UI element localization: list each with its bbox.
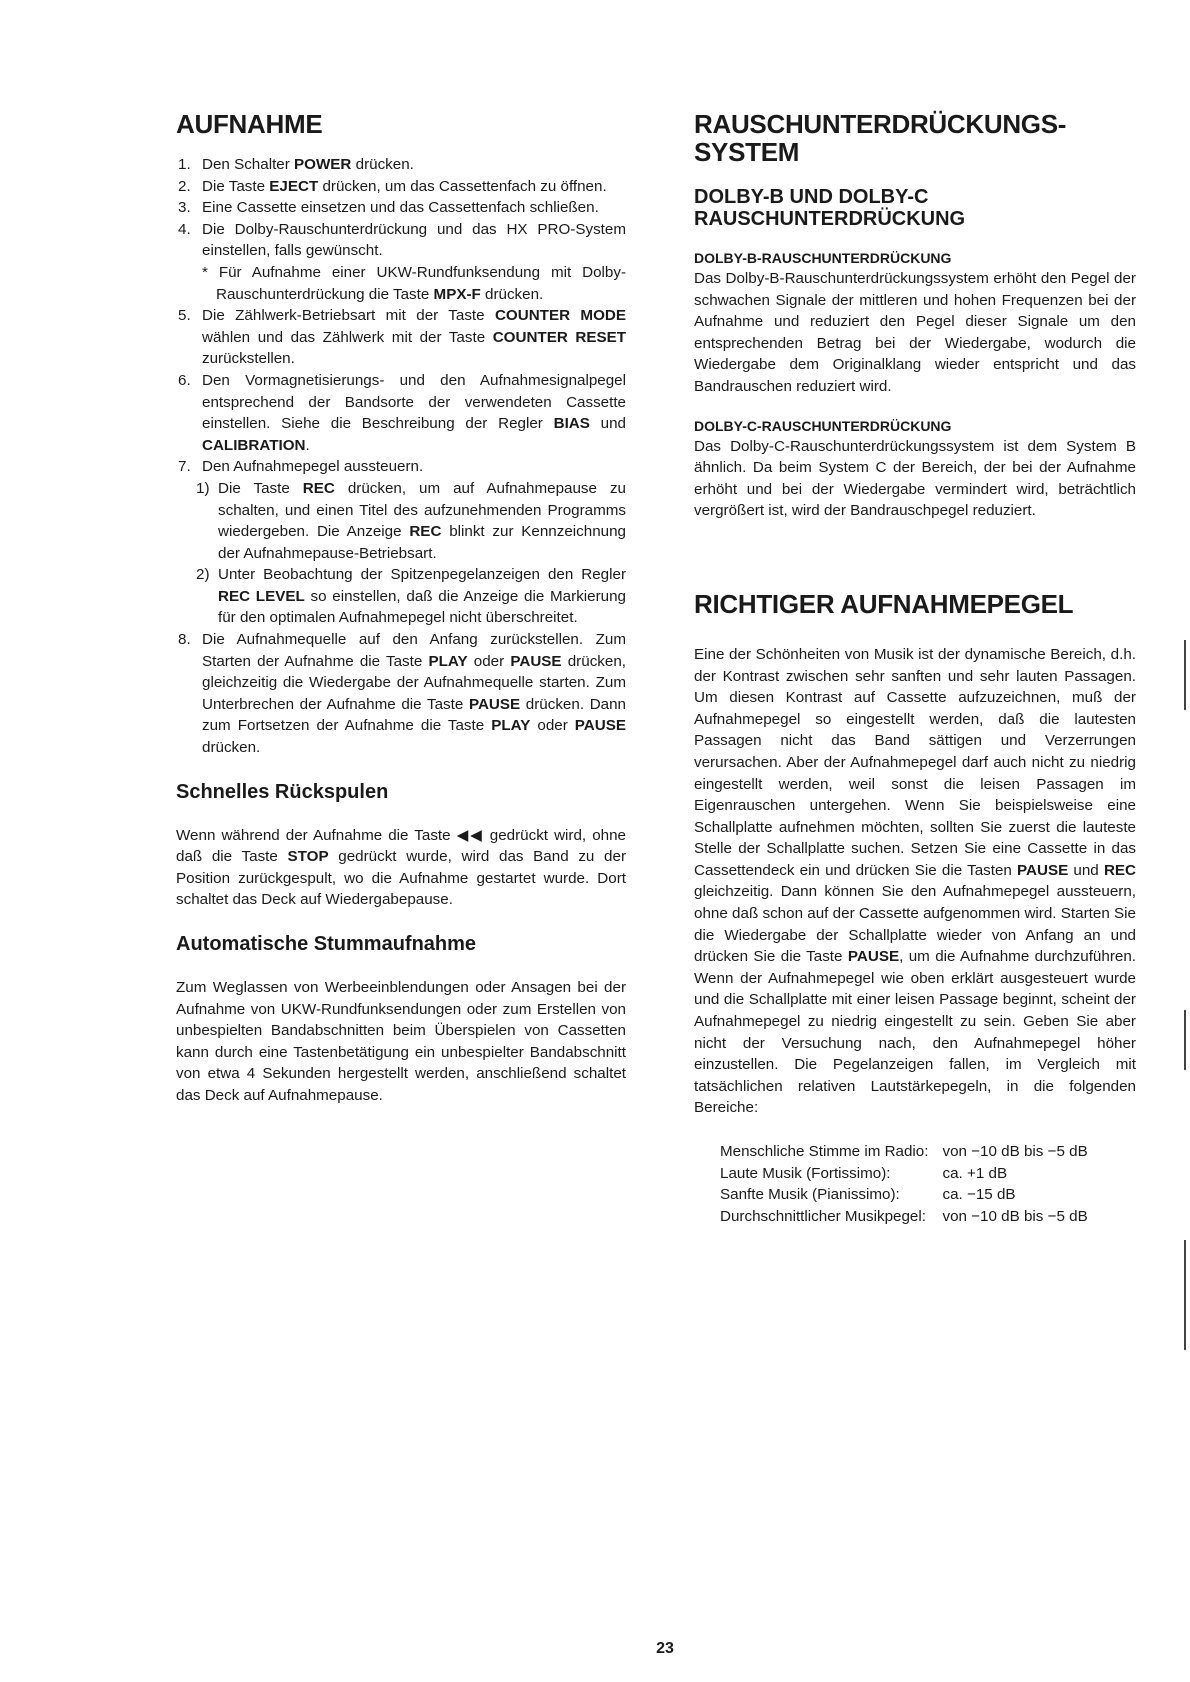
bold-term: CALIBRATION	[202, 436, 306, 454]
mute-heading: Automatische Stummaufnahme	[176, 933, 477, 955]
level-value: von −10 dB bis −5 dB	[942, 1143, 1088, 1160]
list-item: 5. Die Zählwerk-Betriebsart mit der Taste COUNTER MODE wählen und das Zählwerk mit der Taste COUNTER RESET zurückstellen.	[178, 307, 626, 368]
bold-term: REC	[302, 479, 335, 497]
bold-term: PAUSE	[468, 695, 521, 713]
mpx-note: * Für Aufnahme einer UKW-Rundfunksendung mit Dolby-Rauschunterdrückung die Taste MPX-F drücken.	[202, 263, 626, 303]
step-number: 7.	[178, 458, 191, 476]
level-label: Durchschnittlicher Musikpegel:	[720, 1207, 926, 1225]
level-label: Menschliche Stimme im Radio:	[720, 1143, 929, 1160]
bold-term: COUNTER RESET	[492, 328, 626, 346]
step-number: 4.	[178, 220, 191, 238]
list-item: 1. Den Schalter POWER drücken.	[176, 154, 626, 176]
left-column	[176, 110, 626, 1107]
list-item: 3. Eine Cassette einsetzen und das Cassettenfach schließen.	[176, 197, 626, 219]
scan-edge-mark	[1184, 1010, 1186, 1070]
recording-steps	[176, 154, 626, 759]
step-number: 8.	[178, 631, 191, 649]
sub-step: 2) Unter Beobachtung der Spitzenpegelanzeigen den Regler REC LEVEL so einstellen, daß die Anzeige die Markierung für den optimalen Aufnahmepegel nicht überschreitet.	[196, 566, 627, 627]
bold-term: EJECT	[269, 177, 319, 195]
bold-term: PLAY	[491, 717, 531, 735]
level-value: ca. −15 dB	[942, 1186, 1016, 1204]
level-value: von −10 dB bis −5 dB	[942, 1207, 1088, 1225]
bold-term: PAUSE	[1017, 861, 1069, 879]
step-number: 3.	[178, 199, 191, 217]
rewind-heading: Schnelles Rückspulen	[176, 780, 389, 803]
sub-step: 1) Die Taste REC drücken, um auf Aufnahmepause zu schalten, und einen Titel des aufzunehmenden Programms wiedergeben. Die Anzeige REC blinkt zur Kennzeichnung der Aufnahmepause-Betriebsart.	[196, 479, 626, 562]
bold-term: PLAY	[428, 652, 468, 670]
sub-step-number: 2)	[196, 566, 210, 584]
list-item: 2. Die Taste EJECT drücken, um das Cassettenfach zu öffnen.	[176, 176, 626, 198]
right-column	[694, 110, 1136, 1227]
step-number: 1.	[178, 156, 191, 173]
mute-paragraph: Zum Weglassen von Werbeeinblendungen oder Ansagen bei der Aufnahme von UKW-Rundfunksendungen oder zum Erstellen von unbespielten Bandabschnitten beim Überspielen von Cassetten kann durch eine Tastenbetätigung ein unbespielter Bandabschnitt von etwa 4 Sekunden hergestellt werden, anschließend schaltet das Deck auf Aufnahmepause.	[176, 979, 626, 1104]
step-number: 6.	[178, 371, 191, 389]
list-item: 8. Die Aufnahmequelle auf den Anfang zurückstellen. Zum Starten der Aufnahme die Taste PLAY oder PAUSE drücken, gleichzeitig die Wiedergabe der Aufnahmequelle starten. Zum Unterbrechen der Aufnahme die Taste PAUSE drücken. Dann zum Fortsetzen der Aufnahme die Taste PLAY oder PAUSE drücken.	[178, 631, 627, 757]
noise-reduction-heading: RAUSCHUNTERDRÜCKUNGS-SYSTEM	[694, 109, 1067, 167]
list-item: 6. Den Vormagnetisierungs- und den Aufnahmesignalpegel entsprechend der Bandsorte der verwendeten Cassette einstellen. Siehe die Beschreibung der Regler BIAS und CALIBRATION.	[178, 371, 627, 454]
bold-term: REC	[409, 523, 442, 541]
bold-term: POWER	[294, 156, 352, 173]
recording-level-paragraph: Eine der Schönheiten von Musik ist der dynamische Bereich, d.h. der Kontrast zwischen sehr sanften und sehr lauten Passagen. Um diesen Kontrast auf Cassette aufzuzeichnen, muß der Aufnahmepegel so eingestellt werden, daß die lautesten Passagen nicht das Band sättigen und Verzerrungen verursachen. Aber der Aufnahmepegel darf auch nicht zu niedrig eingestellt werden, weil sonst die leisen Passagen im Eigenrauschen untergehen. Wenn Sie beispielsweise eine Schallplatte aufnehmen möchten, sollten Sie zuerst die lauteste Stelle der Schallplatte suchen. Setzen Sie eine Cassette in das Cassettendeck ein und drücken Sie die Tasten PAUSE und REC gleichzeitig. Dann können Sie den Aufnahmepegel aussteuern, ohne daß schon auf der Cassette aufgenommen wird. Starten Sie die Wiedergabe der Schallplatte wieder von Anfang an und drücken Sie die Taste PAUSE, um die Aufnahme durchzuführen. Wenn der Aufnahmepegel wie oben erklärt ausgesteuert wurde und die Schallplatte mit einer leisen Passage beginnt, scheint der Aufnahmepegel zu niedrig eingestellt zu sein. Geben Sie aber nicht der Versuchung nach, den Aufnahmepegel höher einzustellen. Die Pegelanzeigen fallen, im Vergleich mit tatsächlichen relativen Lautstärkepegeln, in die folgenden Bereiche:	[694, 645, 1137, 1117]
list-item: 4. Die Dolby-Rauschunterdrückung und das HX PRO-System einstellen, falls gewünscht. * Für Aufnahme einer UKW-Rundfunksendung mit Dolby-Rauschunterdrückung die Taste MPX-F drücken.	[176, 219, 626, 305]
bold-term: MPX-F	[433, 285, 481, 303]
level-value: ca. +1 dB	[942, 1164, 1008, 1182]
bold-term: PAUSE	[510, 652, 562, 670]
rewind-paragraph: Wenn während der Aufnahme die Taste ◀◀ gedrückt wird, ohne daß die Taste STOP gedrückt wurde, wird das Band zu der Position zurückgespult, wo die Aufnahme gestartet wurde. Dort schaltet das Deck auf Wiedergabepause.	[176, 826, 626, 909]
level-ranges-table	[720, 1141, 1088, 1227]
bold-term: REC LEVEL	[218, 587, 305, 605]
aufnahme-heading: AUFNAHME	[176, 109, 323, 139]
step-number: 2.	[178, 177, 191, 195]
bold-term: STOP	[287, 848, 329, 866]
bold-term: ◀◀	[456, 826, 484, 844]
bold-term: PAUSE	[847, 948, 900, 966]
page-number: 23	[656, 1640, 674, 1657]
level-label: Laute Musik (Fortissimo):	[720, 1164, 891, 1182]
dolby-b-heading: DOLBY-B-RAUSCHUNTERDRÜCKUNG	[694, 250, 952, 266]
scan-edge-mark	[1184, 1240, 1186, 1350]
bold-term: PAUSE	[574, 717, 626, 735]
step-number: 5.	[178, 307, 191, 325]
list-item: 7. Den Aufnahmepegel aussteuern. 1) Die Taste REC drücken, um auf Aufnahmepause zu schalten, und einen Titel des aufzunehmenden Programms wiedergeben. Die Anzeige REC blinkt zur Kennzeichnung der Aufnahmepause-Betriebsart. 2) Unter Beobachtung der Spitzenpegelanzeigen den Regler REC LEVEL so einstellen, daß die Anzeige die Markierung für den optimalen Aufnahmepegel nicht überschreitet.	[176, 456, 626, 629]
recording-level-heading: RICHTIGER AUFNAHMEPEGEL	[694, 588, 1074, 619]
sub-step-number: 1)	[196, 479, 210, 497]
table-row	[720, 1163, 1088, 1185]
dolby-c-paragraph: Das Dolby-C-Rauschunterdrückungssystem ist dem System B ähnlich. Da beim System C der Bereich, der bei der Aufnahme erhöht und bei der Wiedergabe vermindert wird, beträchtlich vergrößert ist, wird der Bandrauschpegel reduziert.	[694, 437, 1136, 520]
dolby-c-heading: DOLBY-C-RAUSCHUNTERDRÜCKUNG	[694, 417, 952, 434]
bold-term: BIAS	[553, 415, 590, 433]
table-row	[720, 1141, 1088, 1163]
level-label: Sanfte Musik (Pianissimo):	[720, 1186, 900, 1204]
dolby-bc-heading: DOLBY-B UND DOLBY-C RAUSCHUNTERDRÜCKUNG	[694, 186, 966, 230]
table-row	[720, 1206, 1088, 1228]
bold-term: REC	[1103, 861, 1137, 879]
dolby-b-paragraph: Das Dolby-B-Rauschunterdrückungssystem erhöht den Pegel der schwachen Signale der mittleren und hohen Frequenzen bei der Aufnahme und reduziert den Pegel dieser Signale um den entsprechenden Betrag bei der Wiedergabe, wodurch die Wiedergabe dem Originalklang wieder entspricht und das Bandrauschen reduziert wird.	[694, 270, 1136, 395]
table-row	[720, 1184, 1088, 1206]
scan-edge-mark	[1184, 640, 1186, 710]
bold-term: COUNTER MODE	[494, 307, 626, 325]
